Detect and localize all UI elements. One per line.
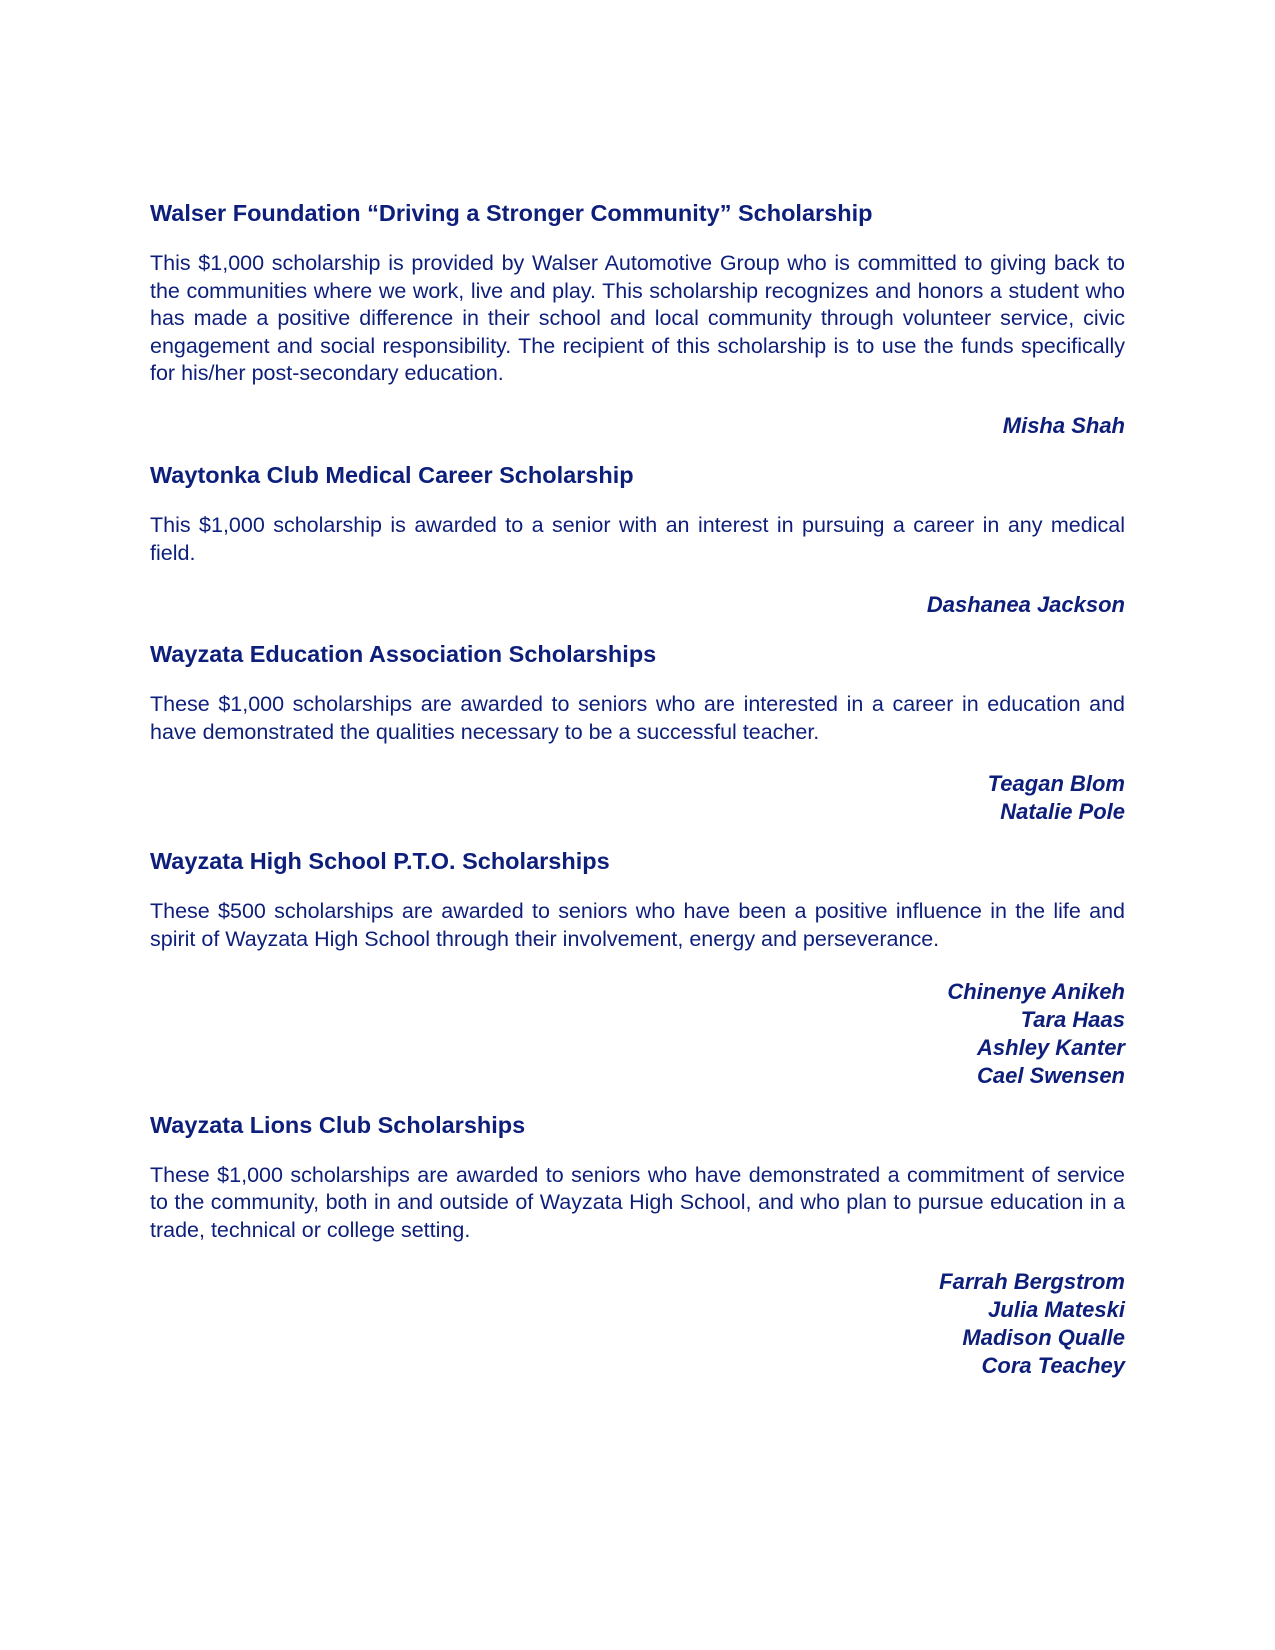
scholarship-title: Wayzata Lions Club Scholarships	[150, 1111, 526, 1138]
recipient-list	[150, 978, 1125, 1090]
recipient-name: Misha Shah	[1002, 412, 1125, 438]
scholarship-description: These $1,000 scholarships are awarded to seniors who have demonstrated a commitment of service to the community, both in and outside of Wayzata High School, and who plan to pursue education in a trade, technical or college setting.	[150, 1162, 1125, 1242]
scholarship-description: These $500 scholarships are awarded to seniors who have been a positive influence in the life and spirit of Wayzata High School through their involvement, energy and perseverance.	[150, 899, 1125, 951]
scholarship-title: Walser Foundation “Driving a Stronger Community” Scholarship	[150, 200, 873, 226]
scholarship-title: Waytonka Club Medical Career Scholarship	[150, 461, 634, 488]
recipient-name: Julia Mateski	[988, 1297, 1125, 1323]
document-page	[150, 198, 1125, 1400]
recipient-name: Madison Qualle	[962, 1325, 1125, 1351]
scholarship-description: This $1,000 scholarship is provided by Walser Automotive Group who is committed to giving back to the communities where we work, live and play. This scholarship recognizes and honors a student who has made a positive difference in their school and local community through volunteer service, civic engagement and social responsibility. The recipient of this scholarship is to use the funds specifically for his/her post-secondary education.	[150, 251, 1125, 386]
scholarship-description: These $1,000 scholarships are awarded to seniors who are interested in a career in education and have demonstrated the qualities necessary to be a successful teacher.	[150, 692, 1125, 744]
recipient-list	[150, 1268, 1125, 1380]
recipient-name: Natalie Pole	[1000, 799, 1125, 825]
recipient-name: Cael Swensen	[977, 1062, 1125, 1088]
scholarship-section-walser	[150, 198, 1125, 440]
recipient-list	[150, 591, 1125, 619]
scholarship-section-lions	[150, 1110, 1125, 1381]
scholarship-title: Wayzata High School P.T.O. Scholarships	[150, 848, 610, 875]
recipient-list	[150, 770, 1125, 826]
scholarship-section-pto	[150, 846, 1125, 1089]
recipient-name: Tara Haas	[1020, 1006, 1125, 1032]
scholarship-title: Wayzata Education Association Scholarships	[150, 641, 657, 668]
scholarship-section-wea	[150, 639, 1125, 826]
recipient-list	[150, 412, 1125, 440]
recipient-name: Chinenye Anikeh	[947, 978, 1125, 1004]
recipient-name: Teagan Blom	[987, 771, 1125, 797]
scholarship-description: This $1,000 scholarship is awarded to a senior with an interest in pursuing a career in any medical field.	[150, 512, 1125, 565]
recipient-name: Dashanea Jackson	[926, 592, 1125, 618]
recipient-name: Cora Teachey	[981, 1353, 1125, 1379]
recipient-name: Farrah Bergstrom	[939, 1269, 1125, 1295]
scholarship-section-waytonka	[150, 460, 1125, 619]
recipient-name: Ashley Kanter	[977, 1034, 1125, 1060]
